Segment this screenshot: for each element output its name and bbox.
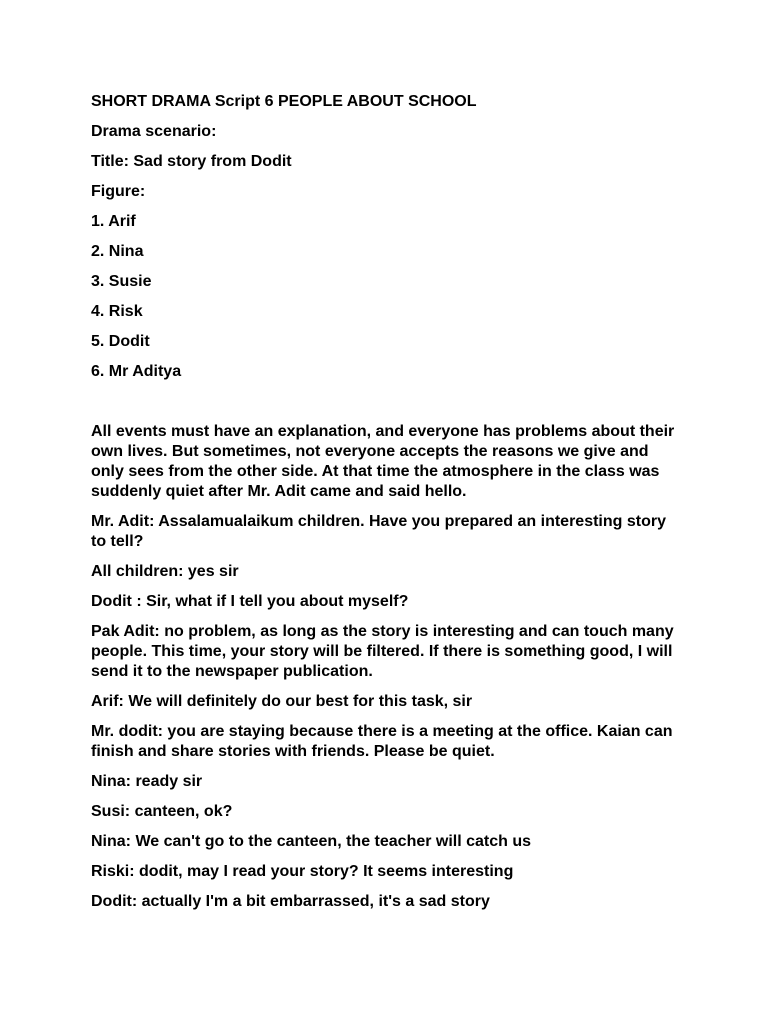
intro-paragraph: All events must have an explanation, and everyone has problems about their own lives. But sometimes, not everyone accepts the reasons we give and only sees from the other side. At that time the atmosphere in the class was suddenly quiet after Mr. Adit came and said hello. xyxy=(91,423,675,500)
dialogue-line: Riski: dodit, may I read your story? It seems interesting xyxy=(91,863,514,880)
section-spacer xyxy=(91,392,681,422)
dialogue-line: All children: yes sir xyxy=(91,563,239,580)
dialogue-line: Mr. dodit: you are staying because there is a meeting at the office. Kaian can finish and share stories with friends. Please be quiet. xyxy=(91,723,673,760)
dialogue-line: Dodit : Sir, what if I tell you about myself? xyxy=(91,593,409,610)
scenario-label: Drama scenario: xyxy=(91,123,217,140)
dialogue-line: Nina: ready sir xyxy=(91,773,203,790)
title-line: Title: Sad story from Dodit xyxy=(91,153,292,170)
dialogue-line: Pak Adit: no problem, as long as the story is interesting and can touch many people. This time, your story will be filtered. If there is something good, I will send it to the newspaper publication. xyxy=(91,623,674,680)
figure-item-susie: 3. Susie xyxy=(91,273,152,290)
document-body xyxy=(91,92,681,922)
figure-item-mr-aditya: 6. Mr Aditya xyxy=(91,363,182,380)
dialogue-line: Susi: canteen, ok? xyxy=(91,803,233,820)
figure-item-nina: 2. Nina xyxy=(91,243,144,260)
dialogue-line: Dodit: actually I'm a bit embarrassed, it's a sad story xyxy=(91,893,490,910)
figure-label: Figure: xyxy=(91,183,146,200)
figure-item-dodit: 5. Dodit xyxy=(91,333,150,350)
figure-item-arif: 1. Arif xyxy=(91,213,136,230)
dialogue-line: Arif: We will definitely do our best for this task, sir xyxy=(91,693,473,710)
figure-item-risk: 4. Risk xyxy=(91,303,143,320)
document-heading: SHORT DRAMA Script 6 PEOPLE ABOUT SCHOOL xyxy=(91,93,477,110)
dialogue-line: Nina: We can't go to the canteen, the teacher will catch us xyxy=(91,833,532,850)
dialogue-line: Mr. Adit: Assalamualaikum children. Have you prepared an interesting story to tell? xyxy=(91,513,666,550)
